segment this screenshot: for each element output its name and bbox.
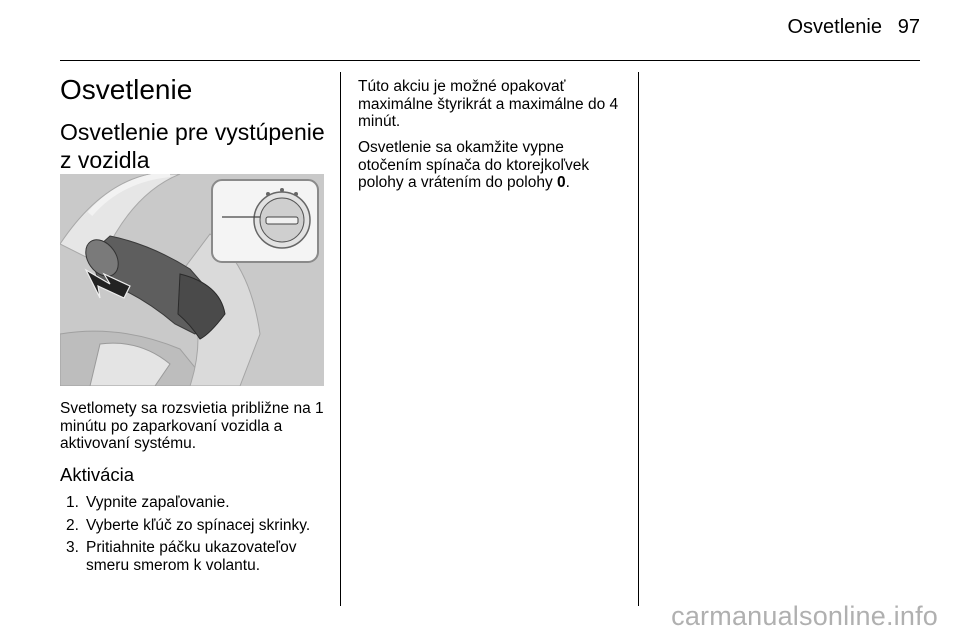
step-text: Vypnite zapaľovanie. <box>86 494 230 511</box>
list-item <box>66 494 336 512</box>
header-section-title: Osvetlenie <box>787 16 882 38</box>
activation-heading: Aktivácia <box>60 464 135 485</box>
dial-marker <box>294 192 298 196</box>
list-item <box>66 517 336 535</box>
switch-off-text: Osvetlenie sa okamžite vypne otočením spínača do ktorejkoľvek polohy a vrátením do polohy <box>358 139 590 191</box>
activation-steps <box>66 494 336 579</box>
repeat-paragraph: Túto akciu je možné opakovať maximálne štyrikrát a maximálne do 4 minút. <box>358 78 619 130</box>
step-text: Pritiahnite páčku ukazovateľov smeru smerom k volantu. <box>86 539 297 574</box>
dial-marker <box>280 188 284 192</box>
illustration-svg <box>60 174 324 386</box>
chapter-title: Osvetlenie <box>60 74 193 105</box>
position-zero: 0 <box>557 174 566 191</box>
watermark: carmanualsonline.info <box>671 601 938 631</box>
page-number: 97 <box>897 16 920 38</box>
switch-off-paragraph <box>358 139 626 192</box>
step-text: Vyberte kľúč zo spínacej skrinky. <box>86 516 311 534</box>
step-number: 1. <box>66 494 79 511</box>
column-divider-right <box>638 72 639 606</box>
section-title: Osvetlenie pre vystúpenie z vozidla <box>60 119 325 173</box>
intro-paragraph: Svetlomety sa rozsvietia približne na 1 minútu po zaparkovaní vozidla a aktivovaní systému. <box>60 400 324 452</box>
dial-marker <box>266 192 270 196</box>
step-number: 3. <box>66 539 79 556</box>
header-rule <box>60 60 920 61</box>
illustration-light-switch <box>60 174 324 386</box>
switch-off-period: . <box>565 174 570 191</box>
list-item <box>66 539 336 574</box>
step-number: 2. <box>66 516 79 534</box>
column-divider-left <box>340 72 341 606</box>
switch-knob <box>266 217 298 224</box>
